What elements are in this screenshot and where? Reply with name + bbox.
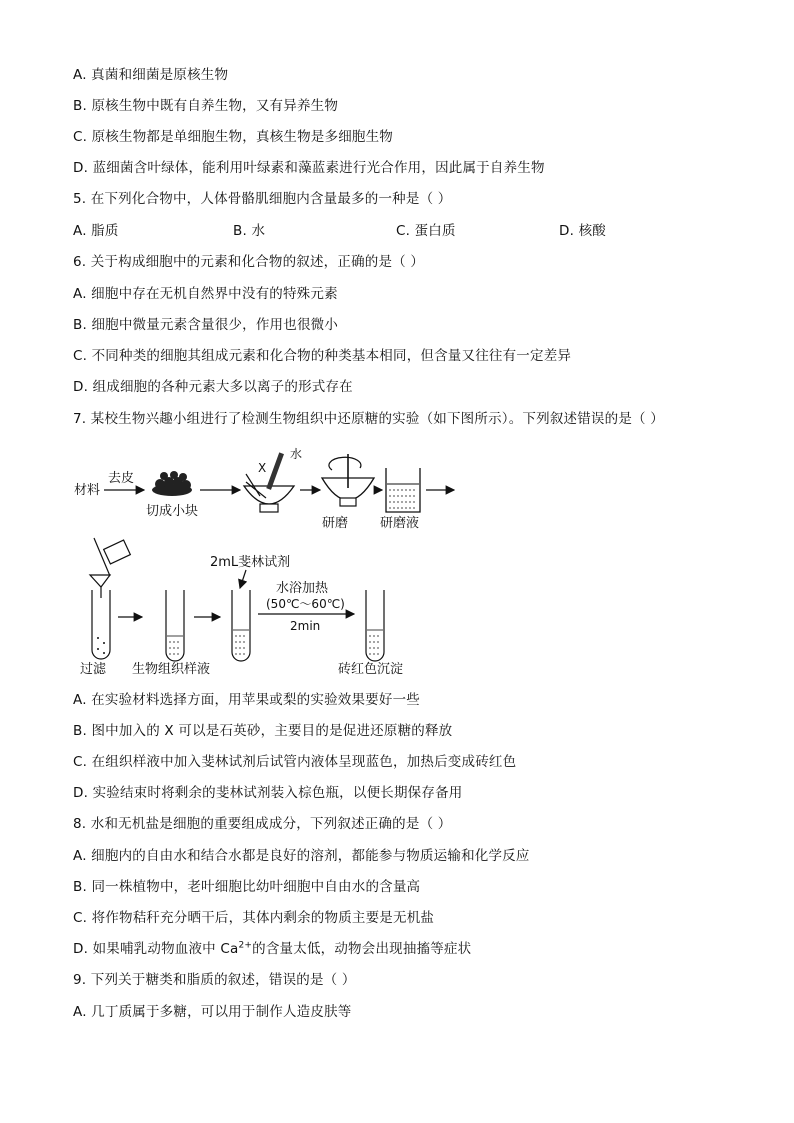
q7-option-a: A. 在实验材料选择方面，用苹果或梨的实验效果要好一些 xyxy=(73,692,420,708)
grinding-icon xyxy=(322,454,374,506)
q7-stem: 7. 某校生物兴趣小组进行了检测生物组织中还原糖的实验（如下图所示）。下列叙述错误的是（ ） xyxy=(73,411,664,427)
q7-option-c: C. 在组织样液中加入斐林试剂后试管内液体呈现蓝色，加热后变成砖红色 xyxy=(73,754,517,770)
q8-stem: 8. 水和无机盐是细胞的重要组成成分，下列叙述正确的是（ ） xyxy=(73,816,452,832)
label-time: 2min xyxy=(290,619,321,633)
q5-option-b: B. 水 xyxy=(233,223,266,239)
q5-option-a: A. 脂质 xyxy=(73,223,119,239)
sample-tube-icon xyxy=(166,590,184,661)
q8-option-b: B. 同一株植物中，老叶细胞比幼叶细胞中自由水的含量高 xyxy=(73,879,421,895)
reagent-tube-icon xyxy=(232,590,250,661)
mortar-icon xyxy=(244,452,294,512)
label-water: 水 xyxy=(290,447,303,461)
q9-stem: 9. 下列关于糖类和脂质的叙述，错误的是（ ） xyxy=(73,972,356,988)
label-x: X xyxy=(258,461,267,475)
q7-option-d: D. 实验结束时将剩余的斐林试剂装入棕色瓶，以便长期保存备用 xyxy=(73,785,463,801)
label-precipitate: 砖红色沉淀 xyxy=(338,662,404,677)
q6-option-b: B. 细胞中微量元素含量很少，作用也很微小 xyxy=(73,317,339,333)
q9-option-a: A. 几丁质属于多糖，可以用于制作人造皮肤等 xyxy=(73,1004,352,1020)
label-heat: 水浴加热 xyxy=(276,581,329,596)
q8-option-a: A. 细胞内的自由水和结合水都是良好的溶剂，都能参与物质运输和化学反应 xyxy=(73,848,530,864)
q4-option-a: A. 真菌和细菌是原核生物 xyxy=(73,67,229,83)
q6-option-a: A. 细胞中存在无机自然界中没有的特殊元素 xyxy=(73,286,338,302)
q4-option-d: D. 蓝细菌含叶绿体，能利用叶绿素和藻蓝素进行光合作用，因此属于自养生物 xyxy=(73,160,545,176)
q8-option-d-after: 的含量太低，动物会出现抽搐等症状 xyxy=(252,941,472,957)
label-sample: 生物组织样液 xyxy=(132,662,211,677)
label-cut: 切成小块 xyxy=(146,504,199,519)
experiment-diagram xyxy=(60,440,480,680)
q5-option-d: D. 核酸 xyxy=(559,223,606,239)
label-material: 材料 xyxy=(74,483,101,498)
q5-stem: 5. 在下列化合物中，人体骨骼肌细胞内含量最多的一种是（ ） xyxy=(73,191,452,207)
label-grind-liquid: 研磨液 xyxy=(380,516,420,531)
label-peel: 去皮 xyxy=(108,471,135,486)
cut-pieces-icon xyxy=(152,471,192,496)
q6-option-c: C. 不同种类的细胞其组成元素和化合物的种类基本相同，但含量又往往有一定差异 xyxy=(73,348,572,364)
q6-stem: 6. 关于构成细胞中的元素和化合物的叙述，正确的是（ ） xyxy=(73,254,425,270)
q5-option-c: C. 蛋白质 xyxy=(396,223,456,239)
label-filter: 过滤 xyxy=(80,662,107,677)
label-grind: 研磨 xyxy=(322,516,349,531)
arrow-reagent xyxy=(240,570,246,588)
q8-option-d-superscript: 2+ xyxy=(238,940,253,951)
q4-option-b: B. 原核生物中既有自养生物，又有异养生物 xyxy=(73,98,339,114)
q8-option-c: C. 将作物秸秆充分晒干后，其体内剩余的物质主要是无机盐 xyxy=(73,910,435,926)
precipitate-tube-icon xyxy=(366,590,384,661)
q6-option-d: D. 组成细胞的各种元素大多以离子的形式存在 xyxy=(73,379,353,395)
beaker-icon xyxy=(386,468,420,512)
label-reagent: 2mL斐林试剂 xyxy=(210,555,291,570)
q4-option-c: C. 原核生物都是单细胞生物，真核生物是多细胞生物 xyxy=(73,129,394,145)
filter-icon xyxy=(90,538,130,659)
q7-option-b: B. 图中加入的 X 可以是石英砂，主要目的是促进还原糖的释放 xyxy=(73,723,453,739)
label-temp: (50℃～60℃) xyxy=(266,597,345,611)
q8-option-d-before: D. 如果哺乳动物血液中 Ca xyxy=(73,941,239,957)
q8-option-d xyxy=(73,940,471,958)
